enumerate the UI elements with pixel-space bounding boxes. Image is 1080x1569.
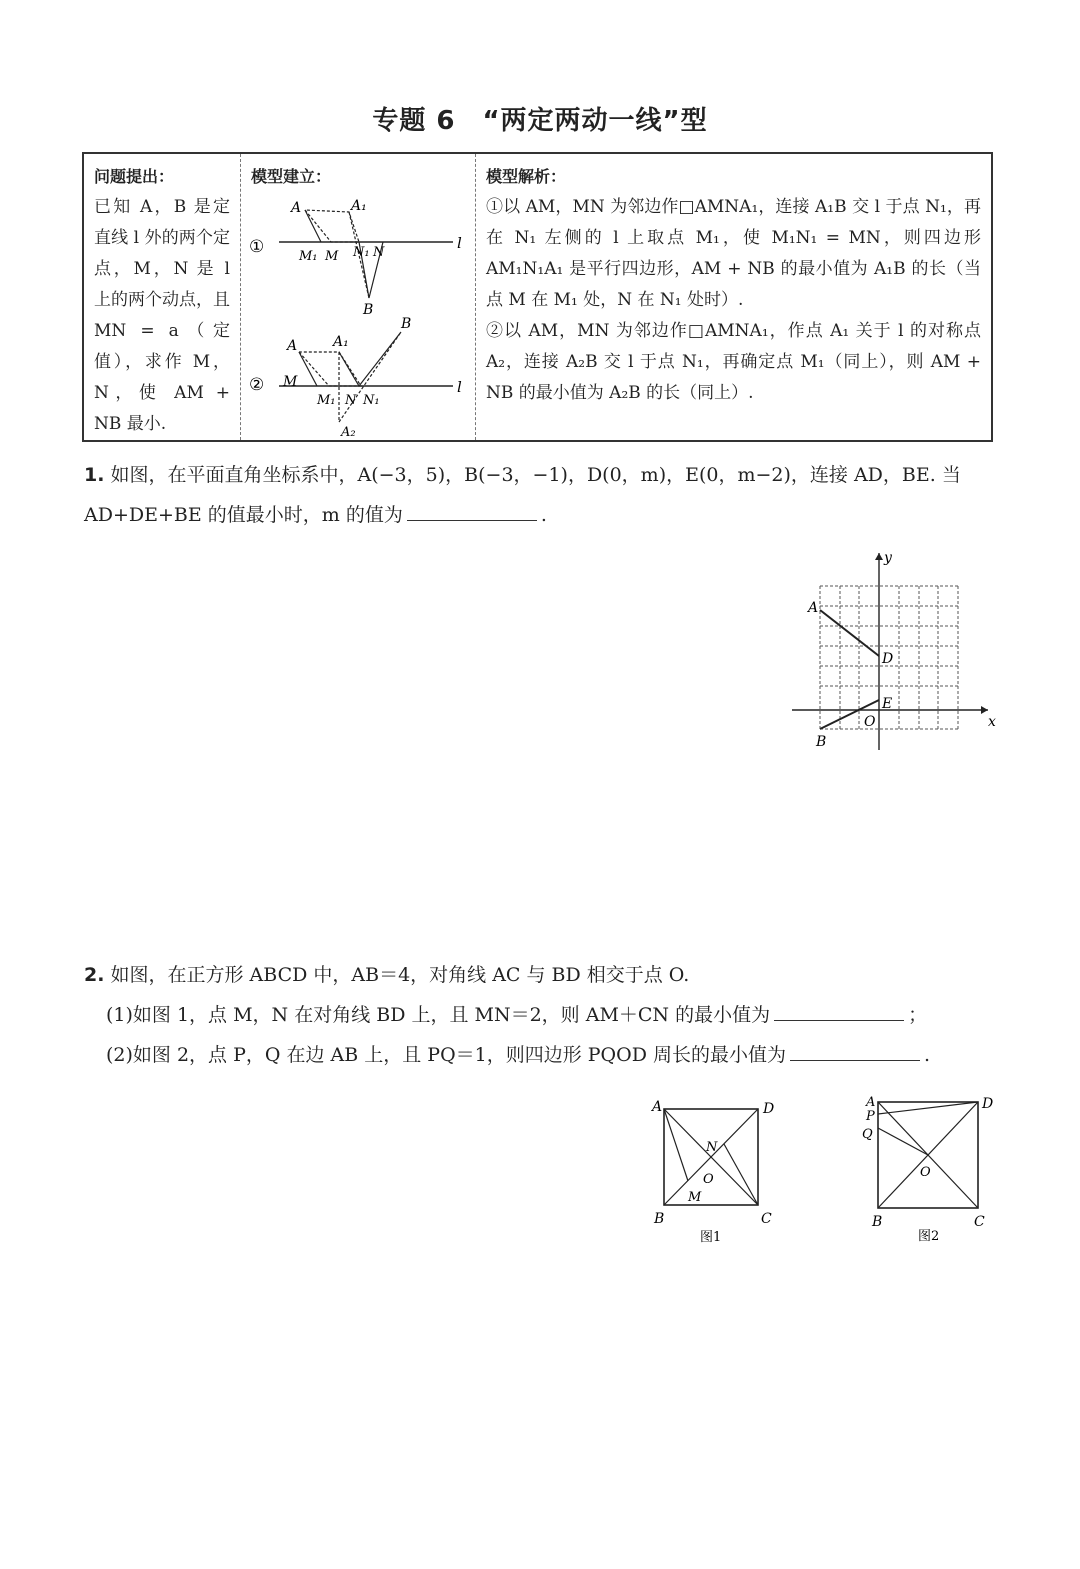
question-2-part-2 (84, 1035, 984, 1075)
q2-fig1-label-A: A (652, 1099, 663, 1115)
q2-fig1-am (664, 1109, 688, 1181)
problem-text: 已知 A，B 是定直线 l 外的两个定点，M，N 是 l 上的两个动点，且 MN = a（定值），求作 M，N，使 AM + NB 最小. (94, 197, 230, 434)
fig2-label-A2: A₂ (341, 425, 356, 440)
q1-label-E: E (882, 696, 893, 712)
q1-label-O: O (864, 714, 876, 730)
fig2-label-B: B (401, 316, 412, 332)
fig1-label-M1: M₁ (299, 249, 318, 264)
q2-fig1-label-M: M (688, 1190, 702, 1205)
q2-fig1-label-N: N (706, 1140, 718, 1155)
fig2-label-N1: N₁ (363, 393, 380, 408)
question-2-part-1-text: (1)如图 1，点 M，N 在对角线 BD 上，且 MN＝2，则 AM＋CN 的最小值为 (106, 1004, 771, 1026)
question-1-number: 1. (84, 464, 105, 486)
question-2-part-1 (84, 995, 984, 1035)
q2-fig2-pd (878, 1102, 978, 1114)
fig2-label-M1: M₁ (317, 393, 336, 408)
q1-label-B: B (816, 734, 827, 750)
fig2-label-N: N (345, 393, 357, 408)
q1-y-axis-arrow (875, 553, 883, 560)
q2-figure-1 (650, 1095, 790, 1250)
question-2-part-2-text: (2)如图 2，点 P，Q 在边 AB 上，且 PQ＝1，则四边形 PQOD 周长的最小值为 (106, 1044, 786, 1066)
q1-label-y: y (884, 550, 892, 566)
fig1-circle-label: ① (249, 237, 265, 257)
question-2-part-1-answer-blank[interactable] (774, 998, 904, 1021)
fig1-label-A1: A₁ (351, 198, 367, 214)
q2-fig1-label-C: C (761, 1211, 772, 1227)
page-title: 专题 6 “两定两动一线”型 (372, 106, 708, 136)
question-2-part-2-end: . (923, 1044, 931, 1066)
q2-figure-2 (860, 1092, 1000, 1247)
q2-fig2-label-C: C (974, 1214, 985, 1230)
question-2 (84, 955, 984, 1075)
question-2-part-2-answer-blank[interactable] (790, 1038, 920, 1061)
fig1-label-l: l (457, 234, 462, 252)
q2-fig2-label-A: A (866, 1095, 876, 1110)
fig2-label-M: M (283, 374, 298, 390)
q2-fig1-label-B: B (654, 1211, 665, 1227)
question-1 (84, 455, 999, 535)
problem-heading: 问题提出： (94, 167, 175, 186)
q2-fig2-label-D: D (982, 1096, 994, 1112)
question-1-end: . (540, 504, 547, 526)
q2-fig2-label-B: B (872, 1214, 883, 1230)
q1-segment-ad (820, 610, 879, 656)
question-2-text: 如图，在正方形 ABCD 中，AB＝4，对角线 AC 与 BD 相交于点 O. (110, 964, 690, 986)
fig1-label-N1: N₁ (353, 245, 370, 260)
q2-fig2-label-O: O (920, 1165, 931, 1180)
question-2-part-1-end: ； (908, 1004, 928, 1026)
model-diagram (241, 190, 476, 440)
analysis-paragraph-2: ②以 AM，MN 为邻边作□AMNA₁，作点 A₁ 关于 l 的对称点 A₂，连接 A₂B 交 l 于点 N₁，再确定点 M₁（同上），则 AM + NB 的最小值为 A₂B 的长（同上）. (486, 321, 981, 403)
q1-label-A: A (808, 600, 819, 616)
fig2-label-A1: A₁ (333, 334, 349, 350)
q2-fig1-caption: 图1 (700, 1230, 722, 1245)
q2-fig1-label-D: D (763, 1101, 775, 1117)
q2-fig2-caption: 图2 (918, 1229, 940, 1244)
fig2-circle-label: ② (249, 375, 265, 395)
fig1-label-M: M (325, 249, 339, 264)
analysis-text (486, 192, 981, 409)
question-2-number: 2. (84, 964, 105, 986)
question-1-answer-blank[interactable] (407, 498, 537, 521)
fig2-label-A: A (287, 338, 298, 354)
analysis-heading: 模型解析： (486, 167, 567, 186)
q2-fig1-label-O: O (703, 1172, 714, 1187)
model-build-column (241, 154, 476, 440)
q2-fig1-cn (724, 1144, 758, 1205)
fig1-label-B: B (363, 302, 374, 318)
q1-label-x: x (988, 714, 996, 730)
q2-fig2-qo (878, 1128, 928, 1155)
fig2-label-l: l (457, 378, 462, 396)
analysis-paragraph-1: ①以 AM，MN 为邻边作□AMNA₁，连接 A₁B 交 l 于点 N₁，再在 N₁ 左侧的 l 上取点 M₁，使 M₁N₁ = MN，则四边形 AM₁N₁A₁ 是平行四边形，AM + NB 的最小值为 A₁B 的长（当点 M 在 M₁ 处，N 在 N₁ 处时）. (486, 197, 981, 310)
analysis-column (476, 154, 991, 440)
q2-fig2-label-Q: Q (862, 1127, 873, 1142)
q1-x-axis-arrow (981, 706, 988, 714)
fig1-label-N: N (373, 245, 385, 260)
model-build-heading: 模型建立： (251, 167, 332, 186)
problem-column (84, 154, 241, 440)
q1-label-D: D (882, 651, 894, 667)
question-1-text: 如图，在平面直角坐标系中，A(−3，5)，B(−3，−1)，D(0，m)，E(0，m−2)，连接 AD，BE. 当 AD+DE+BE 的值最小时，m 的值为 (84, 464, 961, 526)
fig1-label-A: A (291, 200, 302, 216)
q1-coordinate-figure (790, 548, 1000, 753)
question-2-stem (84, 955, 984, 995)
model-summary-box (82, 152, 993, 442)
q2-fig2-label-P: P (866, 1109, 875, 1124)
